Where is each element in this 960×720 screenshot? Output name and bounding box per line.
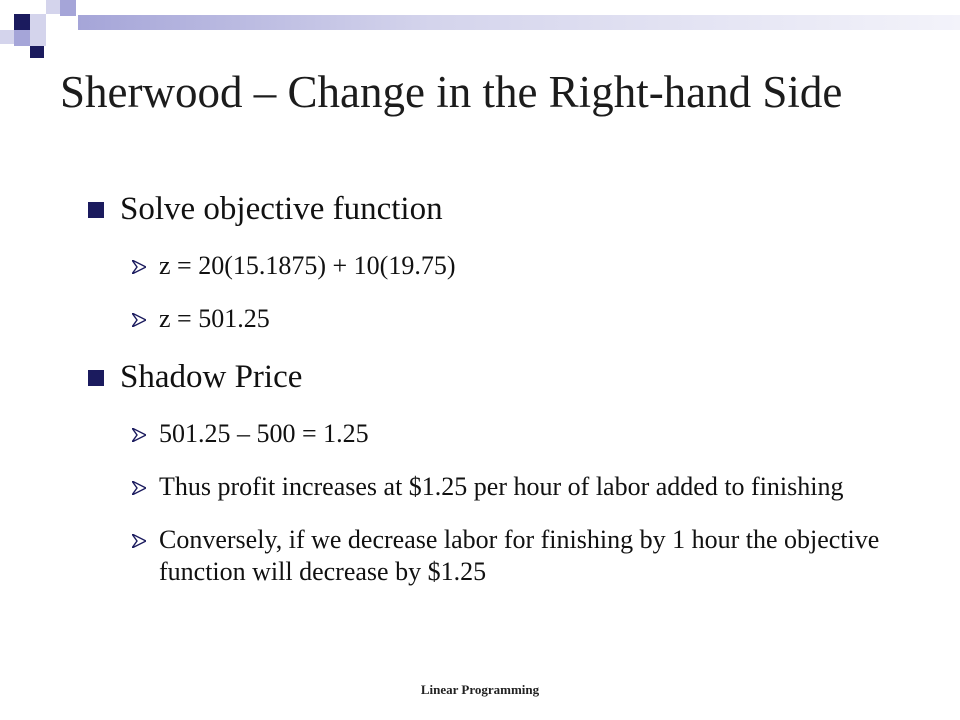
deco-square-navy — [30, 46, 44, 58]
deco-square-light — [30, 14, 46, 30]
bullet-level2 — [132, 471, 888, 503]
deco-square-light — [0, 30, 14, 44]
arrowhead-bullet-icon — [132, 481, 146, 495]
bullet-level2 — [132, 524, 888, 588]
slide-body — [88, 188, 888, 609]
bullet-level2 — [132, 418, 888, 450]
bullet-text: Thus profit increases at $1.25 per hour of labor added to finishing — [159, 472, 844, 501]
deco-square-light — [46, 0, 60, 14]
deco-square-periwinkle — [60, 0, 76, 16]
bullet-text: 501.25 – 500 = 1.25 — [159, 419, 369, 448]
bullet-text: z = 20(15.1875) + 10(19.75) — [159, 251, 456, 280]
deco-square-periwinkle — [14, 30, 30, 46]
bullet-level1 — [88, 356, 888, 398]
deco-square-light — [30, 30, 46, 46]
bullet-level1 — [88, 188, 888, 230]
arrowhead-bullet-icon — [132, 260, 146, 274]
bullet-text: Solve objective function — [120, 191, 443, 227]
slide-footer: Linear Programming — [420, 682, 540, 697]
deco-square-navy — [14, 14, 30, 30]
bullet-level2 — [132, 303, 888, 335]
header-gradient-bar — [78, 15, 960, 30]
slide-title: Sherwood – Change in the Right-hand Side — [60, 67, 843, 117]
bullet-text: z = 501.25 — [159, 304, 270, 333]
arrowhead-bullet-icon — [132, 428, 146, 442]
bullet-level2 — [132, 250, 888, 282]
square-bullet-icon — [88, 202, 104, 218]
arrowhead-bullet-icon — [132, 313, 146, 327]
square-bullet-icon — [88, 370, 104, 386]
bullet-text: Shadow Price — [120, 359, 303, 395]
arrowhead-bullet-icon — [132, 534, 146, 548]
bullet-text: Conversely, if we decrease labor for finishing by 1 hour the objective function will decrease by $1.25 — [159, 525, 880, 586]
corner-decoration — [0, 0, 80, 60]
